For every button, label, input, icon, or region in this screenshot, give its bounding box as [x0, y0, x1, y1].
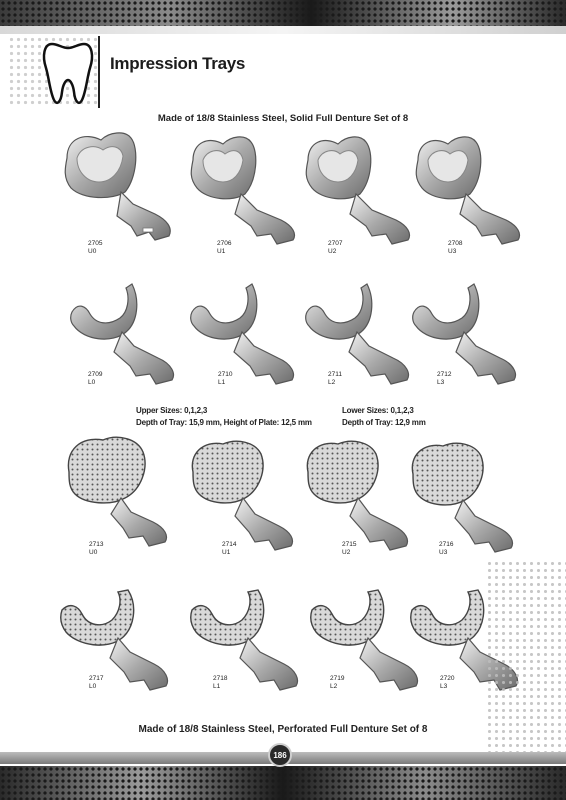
page-number: 186 — [268, 743, 292, 767]
perforated-upper-tray-2716 — [405, 438, 535, 558]
top-light-strip — [0, 26, 566, 34]
product-code-2714: 2714 U1 — [222, 541, 237, 556]
header-divider — [98, 36, 100, 108]
product-code-2708: 2708 U3 — [448, 240, 463, 255]
solid-upper-tray-2706 — [185, 130, 315, 250]
perforated-upper-tray-2714 — [185, 436, 315, 556]
product-code-2711: 2711 L2 — [328, 371, 342, 386]
product-code-2715: 2715 U2 — [342, 541, 357, 556]
product-code-2713: 2713 U0 — [89, 541, 104, 556]
solid-upper-tray-2705 — [55, 128, 185, 248]
perforated-section-title: Made of 18/8 Stainless Steel, Perforated Full Denture Set of 8 — [138, 724, 428, 735]
product-code-2712: 2712 L3 — [437, 371, 452, 386]
perforated-lower-tray-2717 — [58, 582, 188, 702]
lower-specs: Lower Sizes: 0,1,2,3 Depth of Tray: 12,9 mm — [342, 406, 426, 427]
upper-specs: Upper Sizes: 0,1,2,3 Depth of Tray: 15,9 mm, Height of Plate: 12,5 mm — [136, 406, 312, 427]
page-title: Impression Trays — [110, 54, 246, 73]
solid-upper-tray-2708 — [410, 130, 540, 250]
product-code-2717: 2717 L0 — [89, 675, 104, 690]
product-code-2707: 2707 U2 — [328, 240, 343, 255]
product-code-2719: 2719 L2 — [330, 675, 345, 690]
solid-lower-tray-2710 — [188, 272, 318, 392]
product-code-2710: 2710 L1 — [218, 371, 233, 386]
bottom-decorative-band — [0, 766, 566, 800]
perforated-lower-tray-2718 — [188, 582, 318, 702]
solid-section-title: Made of 18/8 Stainless Steel, Solid Full Denture Set of 8 — [157, 113, 409, 124]
perforated-upper-tray-2713 — [55, 432, 185, 552]
solid-lower-tray-2712 — [410, 272, 540, 392]
product-code-2709: 2709 L0 — [88, 371, 103, 386]
product-code-2705: 2705 U0 — [88, 240, 103, 255]
product-code-2706: 2706 U1 — [217, 240, 232, 255]
product-code-2718: 2718 L1 — [213, 675, 228, 690]
tooth-icon — [38, 34, 98, 108]
product-code-2720: 2720 L3 — [440, 675, 455, 690]
product-code-2716: 2716 U3 — [439, 541, 454, 556]
top-decorative-band — [0, 0, 566, 26]
corner-dot-pattern — [486, 560, 566, 760]
